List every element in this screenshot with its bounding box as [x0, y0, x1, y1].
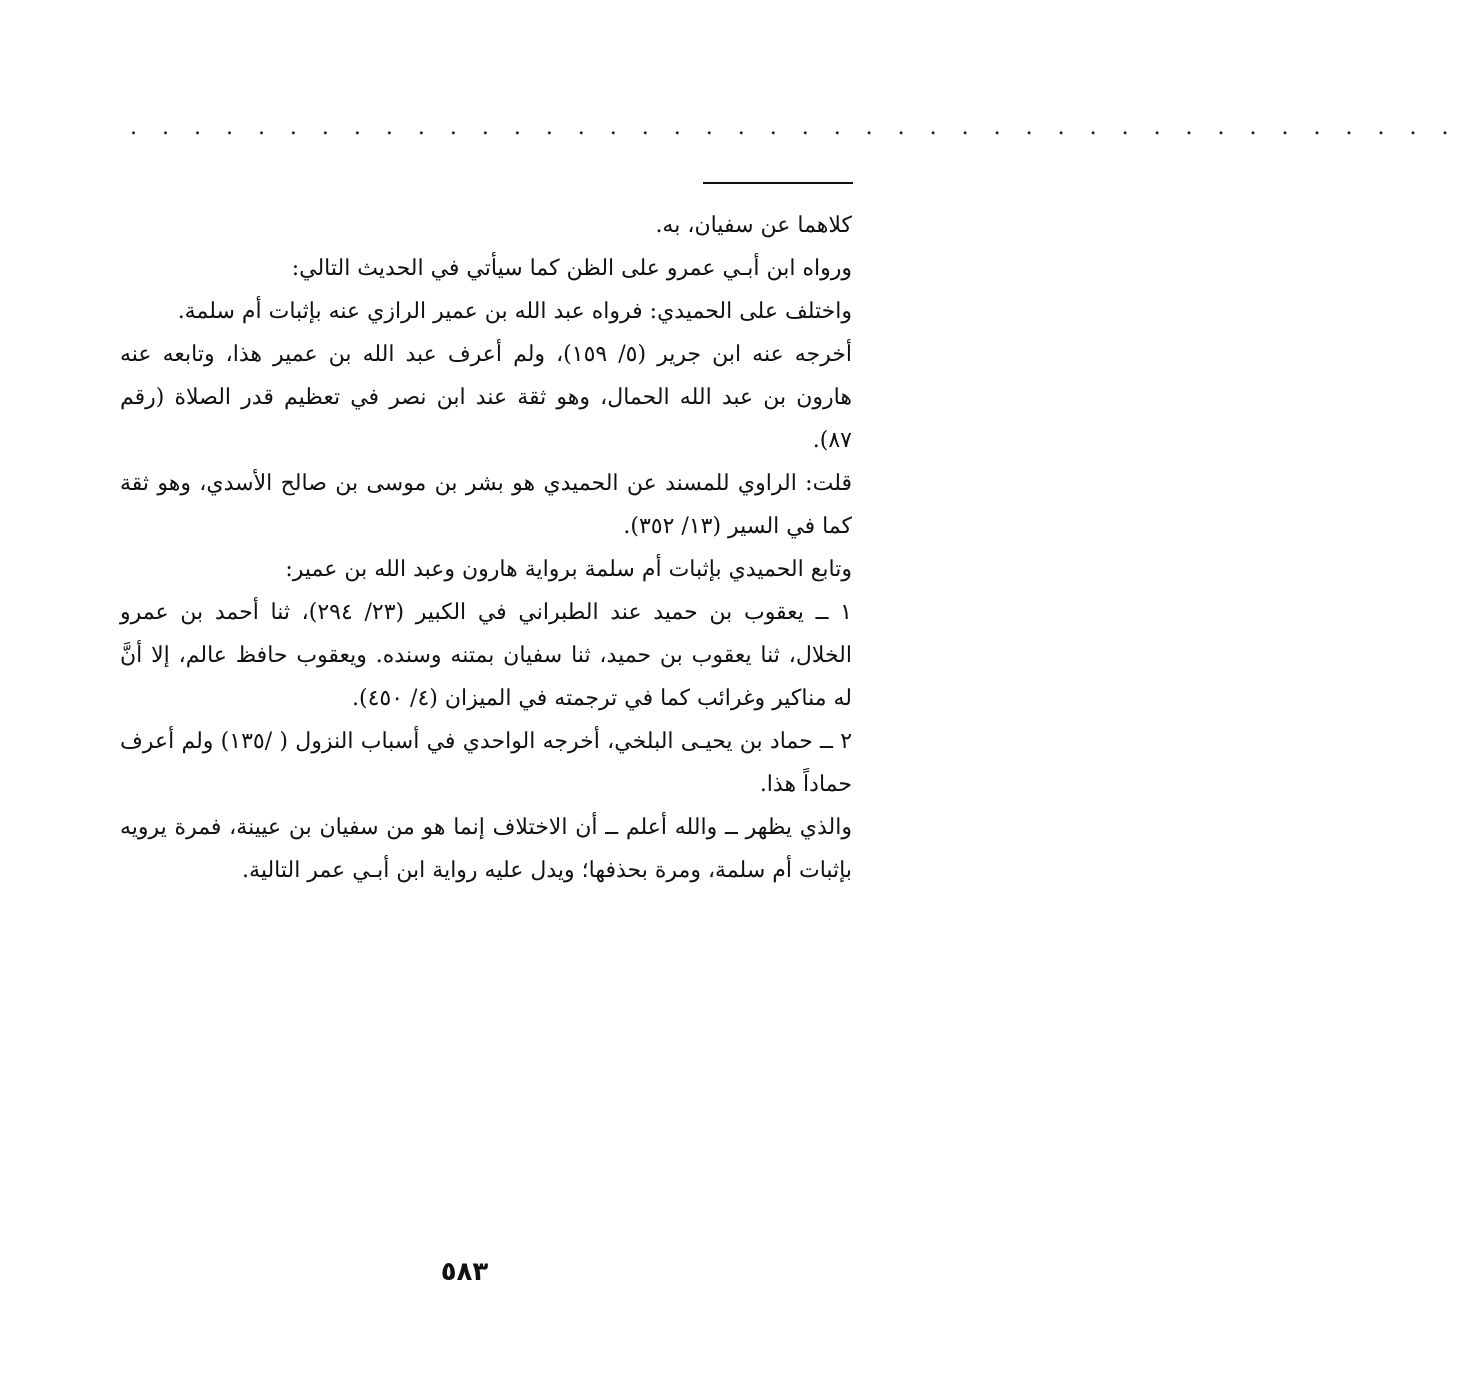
paragraph: واختلف على الحميدي: فرواه عبد الله بن عمير الرازي عنه بإثبات أم سلمة.: [177, 299, 852, 324]
paragraph: قلت: الراوي للمسند عن الحميدي هو بشر بن موسى بن صالح الأسدي، وهو ثقة كما في السير (١٣/ ٣٥٢).: [120, 471, 852, 539]
body-text: [120, 204, 852, 892]
paragraph: ٢ ــ حماد بن يحيـى البلخي، أخرجه الواحدي في أسباب النزول ( /١٣٥) ولم أعرف حماداً هذا.: [120, 729, 853, 797]
paragraph: كلاهما عن سفيان، به.: [655, 213, 852, 238]
paragraph: والذي يظهر ــ والله أعلم ــ أن الاختلاف إنما هو من سفيان بن عيينة، فمرة يرويه بإثبات أم سلمة، ومرة بحذفها؛ ويدل عليه رواية ابن أبـي عمر التالية.: [120, 815, 853, 883]
dotted-separator: . . . . . . . . . . . . . . . . . . . . . . . . . . . . . . . . . . . . . . . . . .: [130, 115, 1457, 140]
paragraph: ورواه ابن أبـي عمرو على الظن كما سيأتي في الحديث التالي:: [291, 256, 852, 281]
footnote-rule: [703, 182, 853, 184]
paragraph: وتابع الحميدي بإثبات أم سلمة برواية هارون وعبد الله بن عمير:: [285, 557, 852, 582]
page-number: ٥٨٣: [440, 1257, 489, 1287]
paragraph: ١ ــ يعقوب بن حميد عند الطبراني في الكبير (٢٣/ ٢٩٤)، ثنا أحمد بن عمرو الخلال، ثنا يعقوب بن حميد، ثنا سفيان بمتنه وسنده. ويعقوب حافظ عالم، إلا أنَّ له مناكير وغرائب كما في ترجمته في الميزان (٤/ ٤٥٠).: [120, 600, 852, 711]
paragraph: أخرجه عنه ابن جرير (٥/ ١٥٩)، ولم أعرف عبد الله بن عمير هذا، وتابعه عنه هارون بن عبد الله الحمال، وهو ثقة عند ابن نصر في تعظيم قدر الصلاة (رقم ٨٧).: [120, 342, 853, 453]
